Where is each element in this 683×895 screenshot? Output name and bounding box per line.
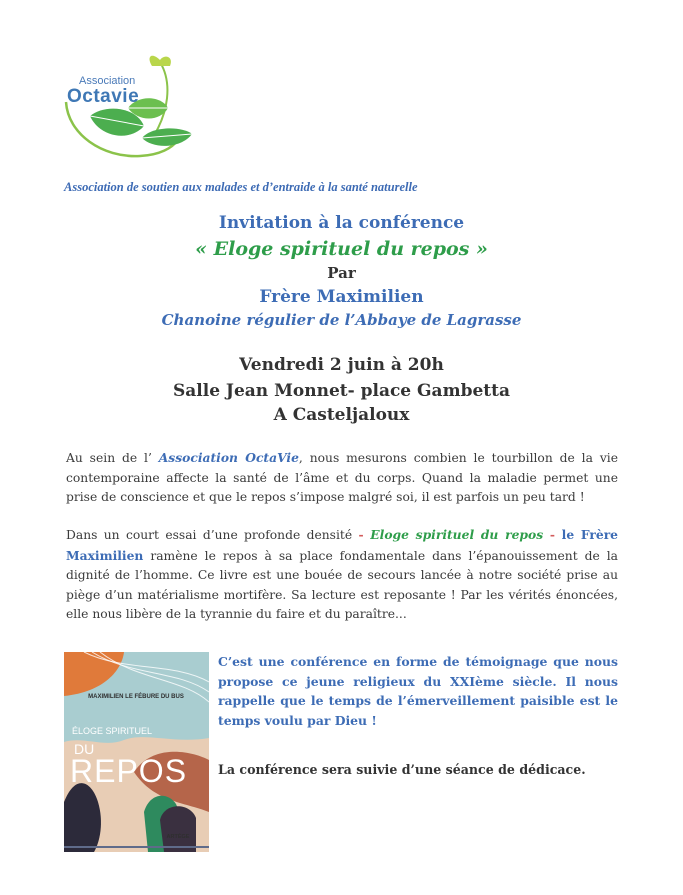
conference-title: « Eloge spirituel du repos »	[195, 238, 488, 260]
association-tagline: Association de soutien aux malades et d’entraide à la santé naturelle	[64, 180, 418, 194]
invitation-heading: Invitation à la conférence	[218, 213, 465, 233]
intro-text-start: Au sein de l’	[66, 451, 159, 465]
cover-author: MAXIMILIEN LE FÉBURE DU BUS	[88, 694, 184, 700]
logo-association-label: Association	[79, 75, 136, 87]
book-text-start: Dans un court essai d’une profonde densité	[66, 528, 359, 542]
dash-separator: -	[543, 527, 562, 542]
cover-du: DU	[74, 741, 95, 757]
book-paragraph	[66, 525, 618, 625]
cover-eloge: ÉLOGE SPIRITUEL	[72, 726, 153, 736]
testimony-quote: C’est une conférence en forme de témoignage que nous propose ce jeune religieux du XXIème siècle. Il nous rappelle que le temps de l’émerveillement paisible est le temps voulu par Dieu !	[218, 654, 618, 728]
cover-repos: REPOS	[70, 753, 188, 789]
book-title: Eloge spirituel du repos	[370, 527, 544, 542]
book-author: le Frère Maximilien	[66, 527, 618, 563]
logo-octavie-label: Octavie	[67, 86, 140, 107]
speaker-name: Frère Maximilien	[259, 287, 424, 307]
event-date: Vendredi 2 juin à 20h	[239, 355, 444, 375]
dedication-note: La conférence sera suivie d’une séance de dédicace.	[218, 762, 586, 777]
book-text-end: ramène le repos à sa place fondamentale dans l’épanouissement de la dignité de l’homme. Ce livre est une bouée de secours lancée à notre société prise au piège d’un matérialisme mortifère. Sa lecture est reposante ! Par les vérités énoncées, elle nous libère de la tyrannie du faire et du paraître...	[66, 548, 618, 621]
intro-text-end: , nous mesurons combien le tourbillon de la vie contemporaine affecte la santé de l’âme et du corps. Quand la maladie permet une prise de conscience et que le repos s’impose malgré soi, il est parfois un peu tard !	[66, 451, 618, 504]
by-label: Par	[327, 264, 356, 282]
event-venue: Salle Jean Monnet- place Gambetta	[172, 381, 510, 401]
association-name: Association OctaVie	[158, 450, 299, 465]
event-city: A Casteljaloux	[273, 405, 410, 425]
book-cover	[64, 652, 209, 852]
octavie-logo	[60, 52, 195, 164]
speaker-role: Chanoine régulier de l’Abbaye de Lagrasse	[161, 311, 522, 329]
intro-paragraph	[66, 448, 618, 508]
cover-publisher: ARTÈGE	[166, 834, 190, 840]
dash-separator: -	[358, 527, 371, 542]
